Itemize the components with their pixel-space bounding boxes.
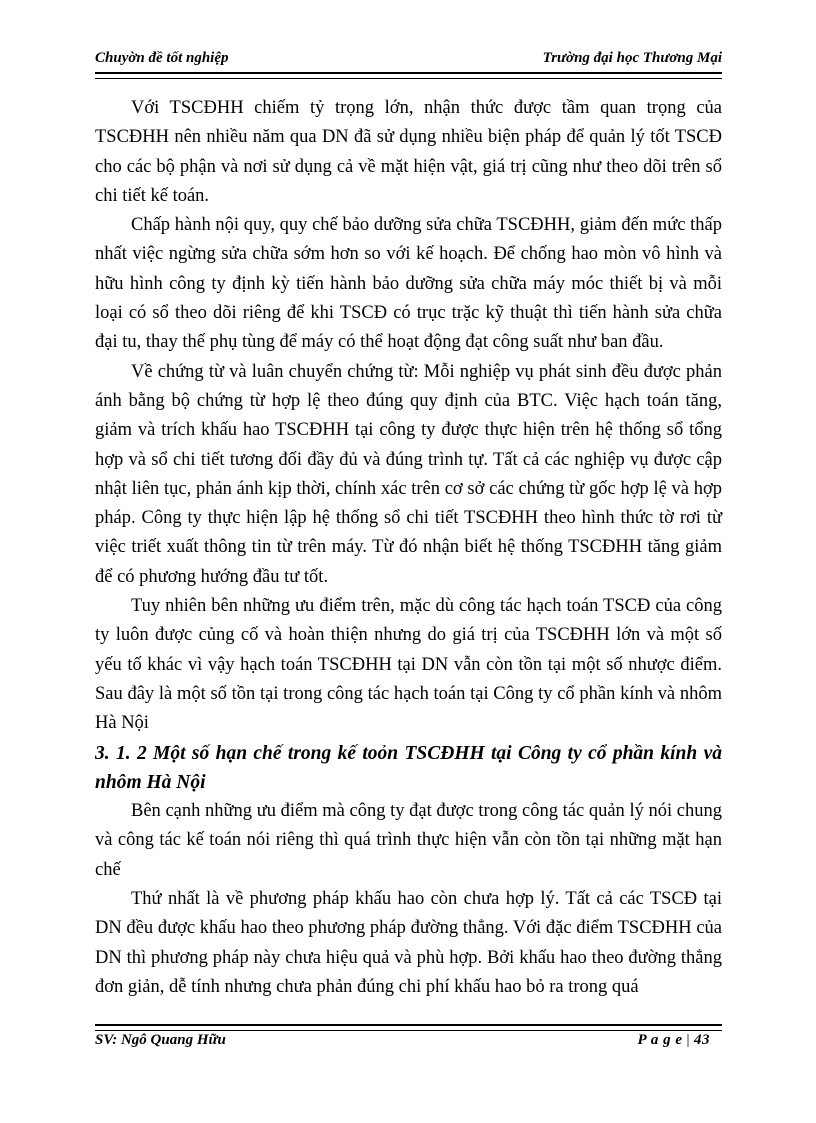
page-number: 43 <box>694 1032 710 1048</box>
footer-page-indicator <box>637 1032 710 1049</box>
paragraph-4: Tuy nhiên bên những ưu điểm trên, mặc dù công tác hạch toán TSCĐ của công ty luôn được củng cố và hoàn thiện nhưng do giá trị của TSCĐHH lớn và một số yếu tố khác vì vậy hạch toán TSCĐHH tại DN vẫn còn tồn tại một số nhược điểm. Sau đây là một số tồn tại trong công tác hạch toán tại Công ty cổ phần kính và nhôm Hà Nội <box>95 596 722 734</box>
header-university: Trường đại học Thương Mại <box>542 50 722 66</box>
paragraph-6: Thứ nhất là về phương pháp khấu hao còn chưa hợp lý. Tất cả các TSCĐ tại DN đều được khấu hao theo phương pháp đường thẳng. Với đặc điểm TSCĐHH của DN thì phương pháp này chưa hiệu quả và phù hợp. Bởi khấu hao theo đường thẳng đơn giản, dễ tính nhưng chưa phản đúng chi phí khấu hao bỏ ra trong quá <box>95 889 722 997</box>
section-heading: 3. 1. 2 Một số hạn chế trong kế toỏn TSCĐHH tại Công ty cổ phần kính và nhôm Hà Nội <box>95 742 722 793</box>
page-header <box>95 50 722 74</box>
document-body <box>95 94 722 1002</box>
paragraph-1: Với TSCĐHH chiếm tỷ trọng lớn, nhận thức được tầm quan trọng của TSCĐHH nên nhiều năm qua DN đã sử dụng nhiều biện pháp để quản lý tốt TSCĐ cho các bộ phận và nơi sử dụng cả về mặt hiện vật, giá trị cũng như theo dõi trên sổ chi tiết kế toán. <box>95 98 722 206</box>
paragraph-3: Về chứng từ và luân chuyển chứng từ: Mỗi nghiệp vụ phát sinh đều được phản ánh bằng bộ chứng từ hợp lệ theo đúng quy định của BTC. Việc hạch toán tăng, giảm và trích khấu hao TSCĐHH tại công ty được thực hiện trên hệ thống sổ tổng hợp và sổ chi tiết tương đối đầy đủ và đúng trình tự. Tất cả các nghiệp vụ được cập nhật liên tục, phản ánh kịp thời, chính xác trên cơ sở các chứng từ gốc hợp lệ và hợp pháp. Công ty thực hiện lập hệ thống sổ chi tiết TSCĐHH theo hình thức tờ rơi từ việc triết xuất thông tin từ trên máy. Từ đó nhận biết hệ thống TSCĐHH tăng giảm để có phương hướng đầu tư tốt. <box>95 361 722 587</box>
footer-divider <box>95 1024 722 1031</box>
page-footer <box>95 1032 722 1056</box>
page-label: P a g e <box>637 1032 683 1048</box>
header-thesis-title: Chuyờn đề tốt nghiệp <box>95 50 229 66</box>
paragraph-5: Bên cạnh những ưu điểm mà công ty đạt được trong công tác quản lý nói chung và công tác kế toán nói riêng thì quá trình thực hiện vẫn còn tồn tại những mặt hạn chế <box>95 801 722 880</box>
paragraph-2: Chấp hành nội quy, quy chế bảo dưỡng sửa chữa TSCĐHH, giảm đến mức thấp nhất việc ngừng sửa chữa sớm hơn so với kế hoạch. Để chống hao mòn vô hình và hữu hình công ty định kỳ tiến hành bảo dưỡng sửa chữa máy móc thiết bị và mỗi loại có sổ theo dõi riêng để khi TSCĐ có trục trặc kỹ thuật thì tiến hành sửa chữa đại tu, thay thế phụ tùng để máy có thể hoạt động đạt công suất như ban đầu. <box>95 215 722 353</box>
page-separator: | <box>686 1032 690 1048</box>
footer-student-name: SV: Ngô Quang Hữu <box>95 1032 226 1048</box>
header-divider <box>95 72 722 79</box>
